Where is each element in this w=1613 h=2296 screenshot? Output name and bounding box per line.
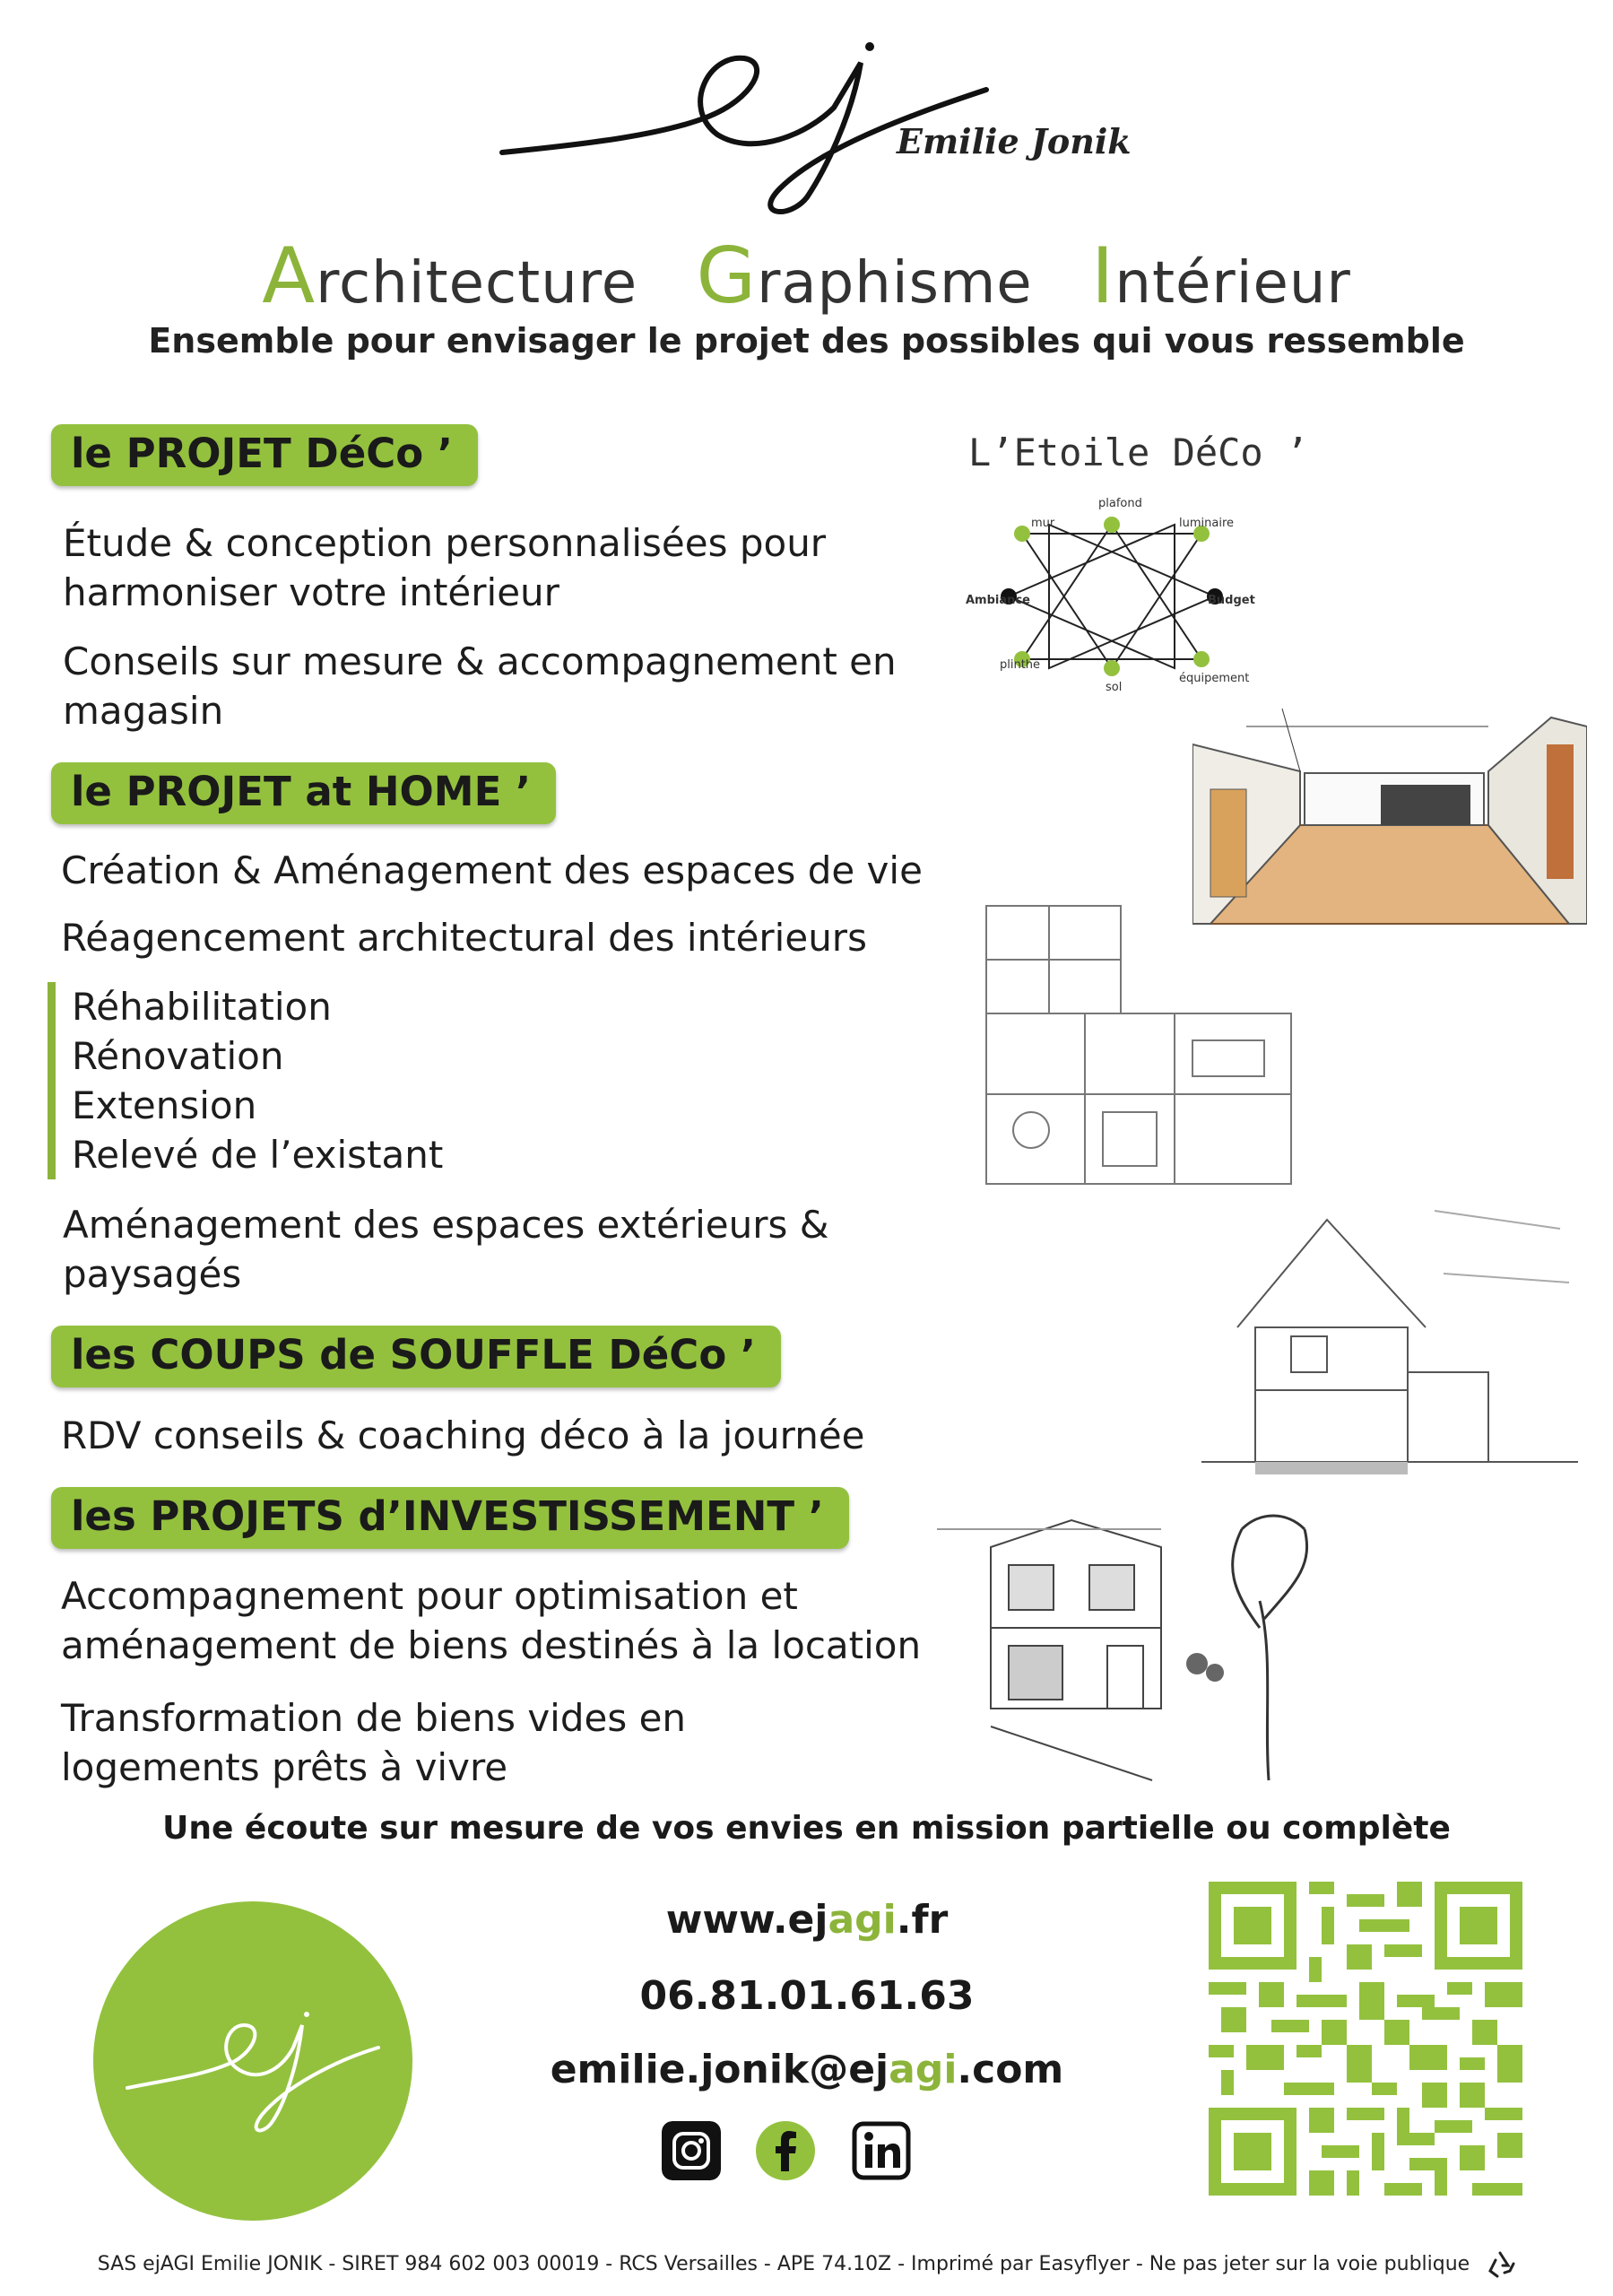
home-text: Création & Aménagement des espaces de vie Réagencement architectural des intérieurs: [61, 848, 923, 960]
star-title: L’Etoile DéCo ’: [968, 430, 1309, 474]
star-diagram: [964, 489, 1260, 704]
website-link[interactable]: www.ejagi.fr: [665, 1897, 949, 1943]
star-label-top-left: mur: [1031, 517, 1055, 530]
phone-number[interactable]: 06.81.01.61.63: [639, 1973, 975, 2019]
star-label-bottom: sol: [1106, 681, 1123, 694]
ej-circle-logo: [91, 1900, 414, 2222]
legal-footer: SAS ejAGI Emilie JONIK - SIRET 984 602 003 00019 - RCS Versailles - APE 74.10Z - Imprimé par Easyflyer - Ne pas jeter sur la voie publique: [0, 2251, 1613, 2278]
section-title-souffle: les COUPS de SOUFFLE DéCo ’: [51, 1326, 781, 1387]
qr-code[interactable]: [1209, 1882, 1522, 2196]
brand-line: Architecture Graphisme Intérieur: [262, 231, 1351, 321]
home-extra-text: Aménagement des espaces extérieurs & paysagés: [63, 1203, 829, 1296]
recycle-icon: [1485, 2251, 1515, 2278]
star-label-left: Ambiance: [966, 594, 1030, 607]
star-label-top: plafond: [1098, 497, 1142, 510]
house-facade-sketch: [937, 1493, 1340, 1789]
instagram-icon[interactable]: [662, 2121, 721, 2180]
star-label-right: Budget: [1208, 594, 1255, 607]
logo-name: Emilie Jonik: [897, 121, 1132, 161]
closing-statement: Une écoute sur mesure de vos envies en mission partielle ou complète: [162, 1810, 1451, 1847]
deco-text: Étude & conception personnalisées pour harmoniser votre intérieur Conseils sur mesure & accompagnement en magasin: [63, 521, 897, 733]
floor-plan-sketch: [977, 897, 1300, 1193]
facebook-icon[interactable]: [756, 2121, 815, 2180]
section-title-deco: le PROJET DéCo ’: [51, 424, 478, 486]
section-title-home: le PROJET at HOME ’: [51, 762, 556, 824]
star-label-top-right: luminaire: [1179, 517, 1235, 530]
star-label-bottom-left: plinthe: [1000, 658, 1041, 672]
section-title-invest: les PROJETS d’INVESTISSEMENT ’: [51, 1487, 849, 1549]
email-link[interactable]: emilie.jonik@ejagi.com: [550, 2047, 1064, 2092]
house-section-sketch: [1201, 1193, 1578, 1480]
souffle-text: RDV conseils & coaching déco à la journée: [61, 1413, 865, 1457]
invest-text: Accompagnement pour optimisation et aménagement de biens destinés à la location Transformation de biens vides en logements prêts à vivre: [61, 1574, 922, 1789]
tagline: Ensemble pour envisager le projet des possibles qui vous ressemble: [148, 321, 1465, 361]
star-label-bottom-right: équipement: [1179, 672, 1250, 685]
linkedin-icon[interactable]: [852, 2121, 911, 2180]
home-list: Réhabilitation Rénovation Extension Relevé de l’existant: [48, 982, 443, 1179]
